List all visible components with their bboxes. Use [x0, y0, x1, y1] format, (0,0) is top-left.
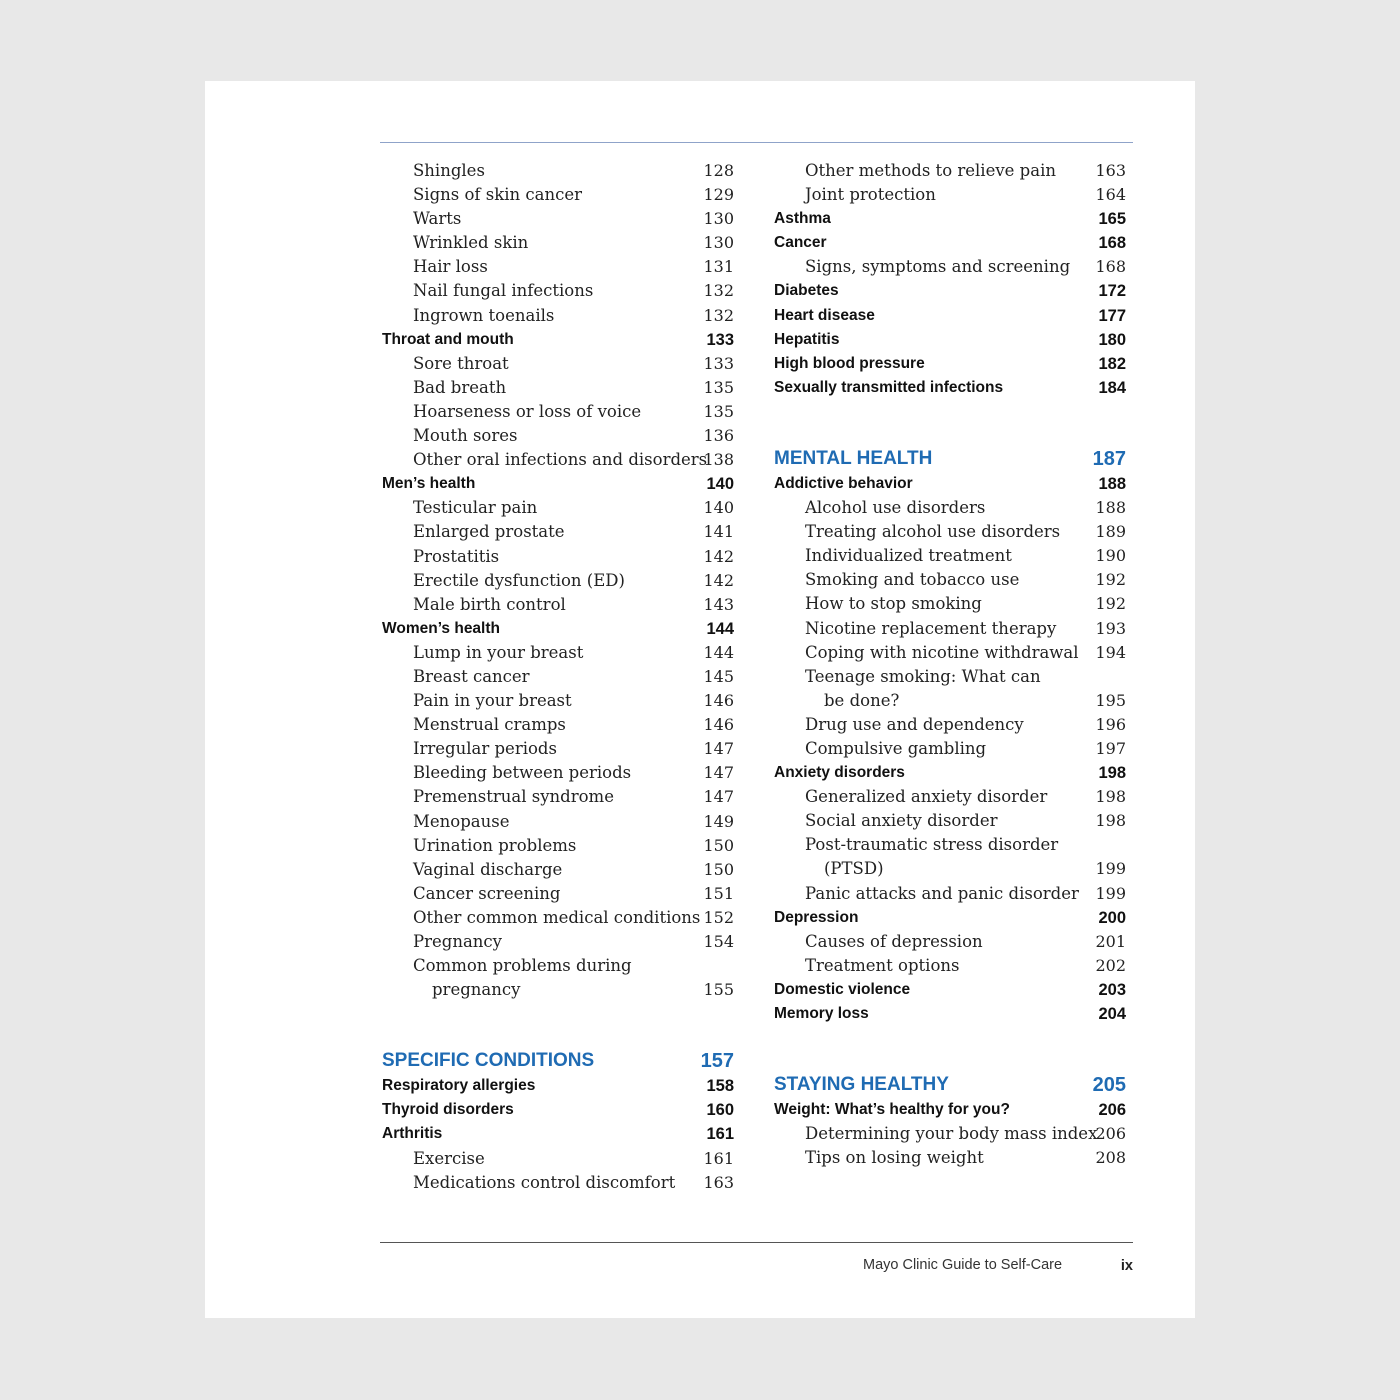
- toc-subentry[interactable]: [382, 569, 734, 593]
- toc-subentry[interactable]: [382, 545, 734, 569]
- toc-entry-title: Compulsive gambling: [805, 738, 987, 758]
- toc-subentry[interactable]: [774, 641, 1126, 665]
- footer-page-number: ix: [1120, 1258, 1133, 1274]
- toc-subentry[interactable]: [382, 978, 734, 1002]
- toc-entry-title: Bleeding between periods: [413, 763, 632, 783]
- toc-subentry[interactable]: [774, 785, 1126, 809]
- toc-entry-title: Other common medical conditions: [413, 907, 701, 927]
- toc-entry-page: 205: [1092, 1074, 1126, 1097]
- toc-entry-page: 163: [703, 1172, 734, 1192]
- toc-chapter-entry[interactable]: [774, 352, 1126, 376]
- toc-chapter-entry[interactable]: [774, 279, 1126, 303]
- toc-chapter-entry[interactable]: [774, 328, 1126, 352]
- toc-subentry[interactable]: [382, 448, 734, 472]
- toc-entry-page: 129: [703, 185, 734, 205]
- toc-entry-title: Vaginal discharge: [413, 859, 563, 879]
- toc-entry-page: 131: [703, 257, 734, 277]
- toc-subentry[interactable]: [382, 376, 734, 400]
- toc-subentry[interactable]: [382, 810, 734, 834]
- toc-entry-page: 132: [703, 305, 734, 325]
- toc-entry-title: Treatment options: [805, 955, 960, 975]
- toc-entry-page: 165: [1098, 210, 1126, 229]
- toc-entry-page: 198: [1095, 787, 1126, 807]
- toc-entry-page: 144: [703, 642, 734, 662]
- toc-entry-title: (PTSD): [824, 859, 884, 879]
- toc-entry-title: Respiratory allergies: [382, 1077, 536, 1095]
- toc-subentry[interactable]: [774, 882, 1126, 906]
- toc-entry-page: 172: [1098, 282, 1126, 301]
- toc-entry-title: be done?: [824, 690, 900, 710]
- toc-subentry[interactable]: [774, 255, 1126, 279]
- toc-entry-title: Other methods to relieve pain: [805, 161, 1056, 180]
- toc-entry-title: Domestic violence: [774, 980, 911, 998]
- toc-entry-page: 193: [1095, 618, 1126, 638]
- toc-entry-page: 195: [1095, 690, 1126, 710]
- toc-entry-page: 208: [1095, 1148, 1126, 1168]
- book-page: [205, 81, 1195, 1318]
- toc-entry-page: 140: [703, 498, 734, 518]
- toc-entry-title: Testicular pain: [413, 498, 538, 518]
- toc-entry-title: Mouth sores: [413, 426, 518, 446]
- toc-subentry[interactable]: [774, 809, 1126, 833]
- toc-entry-page: 130: [703, 209, 734, 229]
- toc-section-heading[interactable]: [382, 1048, 734, 1074]
- toc-entry-title: Sore throat: [413, 353, 509, 373]
- toc-entry-page: 202: [1095, 955, 1126, 975]
- toc-chapter-entry[interactable]: [774, 1098, 1126, 1122]
- toc-entry-title: How to stop smoking: [805, 594, 982, 614]
- toc-entry-title: Urination problems: [413, 835, 577, 855]
- toc-entry-page: 150: [703, 859, 734, 879]
- toc-entry-page: 135: [703, 377, 734, 397]
- toc-entry-title: Signs of skin cancer: [413, 185, 582, 205]
- toc-entry-page: 168: [1095, 257, 1126, 277]
- toc-subentry[interactable]: [774, 857, 1126, 881]
- toc-entry-page: 160: [706, 1101, 734, 1120]
- toc-entry-title: Joint protection: [805, 185, 936, 205]
- toc-entry-title: Common problems during: [413, 956, 632, 976]
- toc-subentry[interactable]: [774, 737, 1126, 761]
- toc-entry-title: Cancer screening: [413, 883, 561, 903]
- toc-chapter-entry[interactable]: [382, 1074, 734, 1098]
- toc-subentry[interactable]: [382, 207, 734, 231]
- toc-entry-page: 145: [703, 666, 734, 686]
- toc-subentry[interactable]: [774, 1146, 1126, 1170]
- section-spacer: [382, 1002, 734, 1048]
- toc-entry-page: 151: [703, 883, 734, 903]
- toc-entry-page: 161: [706, 1125, 734, 1144]
- toc-chapter-entry[interactable]: [774, 376, 1126, 400]
- toc-chapter-entry[interactable]: [774, 1002, 1126, 1026]
- toc-chapter-entry[interactable]: [774, 761, 1126, 785]
- toc-section-heading[interactable]: [774, 1072, 1126, 1098]
- toc-entry-title: Male birth control: [413, 594, 566, 614]
- toc-entry-title: Other oral infections and disorders: [413, 450, 708, 470]
- toc-entry-page: 150: [703, 835, 734, 855]
- toc-entry-title: Signs, symptoms and screening: [805, 257, 1071, 277]
- toc-subentry[interactable]: [382, 641, 734, 665]
- toc-entry-title: Causes of depression: [805, 931, 983, 951]
- toc-subentry[interactable]: [774, 617, 1126, 641]
- toc-entry-title: Tips on losing weight: [805, 1148, 984, 1168]
- toc-subentry[interactable]: [382, 231, 734, 255]
- toc-entry-page: 168: [1098, 234, 1126, 253]
- toc-entry-page: 136: [703, 426, 734, 446]
- toc-subentry[interactable]: [382, 352, 734, 376]
- toc-section-heading[interactable]: [774, 446, 1126, 472]
- toc-subentry[interactable]: [382, 304, 734, 328]
- toc-entry-page: 140: [706, 475, 734, 494]
- toc-right-column: [774, 159, 1126, 1170]
- toc-entry-title: Pain in your breast: [413, 691, 572, 711]
- toc-subentry[interactable]: [774, 713, 1126, 737]
- toc-chapter-entry[interactable]: [382, 328, 734, 352]
- toc-entry-title: Menopause: [413, 811, 510, 831]
- toc-entry-title: Men’s health: [382, 475, 476, 493]
- toc-subentry[interactable]: [382, 520, 734, 544]
- toc-entry-title: Lump in your breast: [413, 642, 584, 662]
- toc-entry-title: Enlarged prostate: [413, 522, 565, 542]
- toc-entry-title: Generalized anxiety disorder: [805, 787, 1048, 807]
- toc-entry-page: 161: [703, 1148, 734, 1168]
- toc-entry-title: High blood pressure: [774, 354, 925, 372]
- toc-entry-page: 146: [703, 691, 734, 711]
- toc-entry-title: Memory loss: [774, 1005, 869, 1022]
- toc-entry-title: MENTAL HEALTH: [774, 447, 933, 469]
- toc-entry-title: Alcohol use disorders: [805, 498, 986, 518]
- toc-entry-title: Breast cancer: [413, 666, 530, 686]
- toc-subentry[interactable]: [774, 954, 1126, 978]
- toc-entry-title: Weight: What’s healthy for you?: [774, 1101, 1010, 1119]
- toc-entry-page: 194: [1095, 642, 1126, 662]
- toc-entry-page: 142: [703, 546, 734, 566]
- toc-entry-page: 188: [1095, 498, 1126, 518]
- toc-entry-page: 144: [706, 619, 734, 638]
- toc-subentry[interactable]: [774, 665, 1126, 689]
- toc-entry-page: 141: [703, 522, 734, 542]
- toc-entry-page: 187: [1092, 447, 1126, 470]
- toc-entry-title: Heart disease: [774, 306, 875, 324]
- toc-entry-title: Bad breath: [413, 377, 507, 397]
- toc-entry-title: Teenage smoking: What can: [805, 666, 1041, 686]
- toc-chapter-entry[interactable]: [382, 472, 734, 496]
- toc-subentry[interactable]: [774, 496, 1126, 520]
- toc-subentry[interactable]: [382, 785, 734, 809]
- toc-entry-title: Nicotine replacement therapy: [805, 618, 1057, 638]
- toc-subentry[interactable]: [382, 665, 734, 689]
- toc-entry-title: Exercise: [413, 1148, 485, 1168]
- toc-chapter-entry[interactable]: [774, 978, 1126, 1002]
- toc-entry-page: 155: [703, 980, 734, 1000]
- toc-chapter-entry[interactable]: [382, 617, 734, 641]
- toc-entry-title: Addictive behavior: [774, 474, 913, 492]
- toc-entry-page: 206: [1095, 1124, 1126, 1144]
- toc-subentry[interactable]: [774, 568, 1126, 592]
- toc-subentry[interactable]: [774, 930, 1126, 954]
- toc-entry-title: Drug use and dependency: [805, 714, 1024, 734]
- toc-entry-page: 197: [1095, 738, 1126, 758]
- toc-entry-title: Pregnancy: [413, 932, 502, 951]
- toc-subentry[interactable]: [382, 930, 734, 954]
- toc-entry-page: 199: [1095, 883, 1126, 903]
- toc-entry-page: 147: [703, 739, 734, 759]
- section-spacer: [774, 1026, 1126, 1072]
- toc-subentry[interactable]: [774, 520, 1126, 544]
- toc-entry-page: 164: [1095, 185, 1126, 205]
- toc-entry-title: Menstrual cramps: [413, 715, 566, 735]
- toc-entry-title: Asthma: [774, 210, 831, 228]
- toc-entry-page: 201: [1095, 931, 1126, 951]
- toc-entry-title: Hepatitis: [774, 330, 840, 348]
- toc-entry-page: 147: [703, 787, 734, 807]
- toc-entry-title: Treating alcohol use disorders: [805, 522, 1061, 542]
- toc-subentry[interactable]: [382, 1171, 734, 1195]
- toc-entry-page: 147: [703, 763, 734, 783]
- toc-entry-title: Medications control discomfort: [413, 1172, 676, 1192]
- toc-entry-title: Prostatitis: [413, 546, 500, 566]
- toc-entry-page: 192: [1095, 594, 1126, 614]
- toc-subentry[interactable]: [382, 689, 734, 713]
- toc-entry-page: 177: [1098, 306, 1126, 325]
- toc-entry-page: 182: [1098, 354, 1126, 373]
- toc-subentry[interactable]: [382, 713, 734, 737]
- toc-entry-page: 132: [703, 281, 734, 301]
- toc-subentry[interactable]: [382, 496, 734, 520]
- bottom-rule: [380, 1242, 1133, 1243]
- toc-chapter-entry[interactable]: [774, 231, 1126, 255]
- toc-subentry[interactable]: [382, 400, 734, 424]
- toc-entry-title: Individualized treatment: [805, 546, 1012, 566]
- toc-entry-title: pregnancy: [432, 980, 521, 1000]
- toc-subentry[interactable]: [382, 1147, 734, 1171]
- toc-subentry[interactable]: [774, 592, 1126, 616]
- toc-entry-title: Throat and mouth: [382, 330, 514, 348]
- toc-left-column: [382, 159, 734, 1195]
- top-rule: [380, 142, 1133, 143]
- toc-subentry[interactable]: [382, 737, 734, 761]
- toc-entry-title: Warts: [413, 209, 462, 229]
- toc-subentry[interactable]: [382, 834, 734, 858]
- toc-entry-title: Arthritis: [382, 1125, 443, 1143]
- toc-entry-title: Premenstrual syndrome: [413, 787, 614, 807]
- toc-subentry[interactable]: [382, 906, 734, 930]
- toc-subentry[interactable]: [382, 159, 734, 183]
- toc-chapter-entry[interactable]: [774, 304, 1126, 328]
- toc-entry-page: 142: [703, 570, 734, 590]
- toc-entry-title: Thyroid disorders: [382, 1101, 514, 1119]
- toc-chapter-entry[interactable]: [774, 472, 1126, 496]
- toc-entry-title: Wrinkled skin: [413, 233, 529, 253]
- toc-entry-title: Hair loss: [413, 257, 488, 277]
- footer-book-title: Mayo Clinic Guide to Self-Care: [863, 1257, 1063, 1273]
- toc-entry-title: SPECIFIC CONDITIONS: [382, 1050, 595, 1072]
- toc-subentry[interactable]: [382, 255, 734, 279]
- toc-entry-title: Coping with nicotine withdrawal: [805, 642, 1079, 662]
- toc-entry-title: Shingles: [413, 161, 485, 180]
- toc-entry-page: 192: [1095, 570, 1126, 590]
- toc-entry-page: 128: [703, 161, 734, 180]
- toc-chapter-entry[interactable]: [382, 1098, 734, 1122]
- toc-entry-page: 180: [1098, 330, 1126, 349]
- toc-entry-page: 158: [706, 1077, 734, 1096]
- toc-entry-page: 133: [706, 330, 734, 349]
- toc-entry-page: 130: [703, 233, 734, 253]
- toc-entry-title: Hoarseness or loss of voice: [413, 401, 642, 421]
- toc-entry-title: Social anxiety disorder: [805, 811, 998, 831]
- toc-entry-page: 199: [1095, 859, 1126, 879]
- toc-entry-page: 157: [700, 1050, 734, 1073]
- toc-entry-page: 198: [1098, 764, 1126, 783]
- toc-subentry[interactable]: [774, 544, 1126, 568]
- toc-entry-title: Anxiety disorders: [774, 764, 905, 782]
- toc-entry-page: 204: [1098, 1005, 1126, 1023]
- toc-entry-page: 200: [1098, 908, 1126, 927]
- toc-subentry[interactable]: [382, 761, 734, 785]
- toc-subentry[interactable]: [774, 183, 1126, 207]
- toc-entry-title: Post-traumatic stress disorder: [805, 835, 1059, 855]
- toc-subentry[interactable]: [774, 689, 1126, 713]
- toc-entry-title: Smoking and tobacco use: [805, 570, 1020, 590]
- toc-entry-page: 206: [1098, 1101, 1126, 1120]
- toc-entry-page: 138: [703, 450, 734, 470]
- toc-subentry[interactable]: [774, 1122, 1126, 1146]
- toc-entry-title: Nail fungal infections: [413, 281, 594, 301]
- toc-subentry[interactable]: [382, 882, 734, 906]
- toc-entry-page: 133: [703, 353, 734, 373]
- toc-subentry[interactable]: [382, 954, 734, 978]
- toc-entry-page: 143: [703, 594, 734, 614]
- toc-subentry[interactable]: [382, 279, 734, 303]
- toc-subentry[interactable]: [774, 159, 1126, 183]
- toc-entry-title: Determining your body mass index: [805, 1124, 1098, 1144]
- section-spacer: [774, 400, 1126, 446]
- toc-subentry[interactable]: [382, 183, 734, 207]
- toc-entry-title: STAYING HEALTHY: [774, 1074, 949, 1096]
- toc-entry-title: Ingrown toenails: [413, 305, 555, 325]
- toc-chapter-entry[interactable]: [382, 1122, 734, 1146]
- toc-subentry[interactable]: [382, 424, 734, 448]
- toc-entry-page: 135: [703, 401, 734, 421]
- toc-entry-page: 190: [1095, 546, 1126, 566]
- toc-entry-title: Depression: [774, 908, 859, 926]
- toc-entry-page: 189: [1095, 522, 1126, 542]
- toc-chapter-entry[interactable]: [774, 906, 1126, 930]
- toc-entry-page: 163: [1095, 161, 1126, 180]
- toc-subentry[interactable]: [382, 858, 734, 882]
- toc-entry-title: Diabetes: [774, 282, 839, 300]
- toc-entry-title: Sexually transmitted infections: [774, 378, 1004, 396]
- toc-entry-page: 154: [703, 932, 734, 951]
- toc-chapter-entry[interactable]: [774, 207, 1126, 231]
- toc-entry-page: 149: [703, 811, 734, 831]
- toc-entry-page: 198: [1095, 811, 1126, 831]
- toc-entry-title: Panic attacks and panic disorder: [805, 883, 1079, 903]
- toc-entry-title: Women’s health: [382, 619, 500, 637]
- toc-entry-page: 146: [703, 715, 734, 735]
- toc-entry-page: 188: [1098, 474, 1126, 493]
- toc-entry-page: 184: [1098, 378, 1126, 397]
- toc-entry-title: Erectile dysfunction (ED): [413, 570, 625, 590]
- toc-subentry[interactable]: [382, 593, 734, 617]
- toc-entry-page: 196: [1095, 714, 1126, 734]
- toc-entry-page: 152: [703, 907, 734, 927]
- toc-subentry[interactable]: [774, 833, 1126, 857]
- toc-entry-title: Irregular periods: [413, 739, 557, 759]
- toc-entry-title: Cancer: [774, 234, 827, 252]
- toc-entry-page: 203: [1098, 980, 1126, 999]
